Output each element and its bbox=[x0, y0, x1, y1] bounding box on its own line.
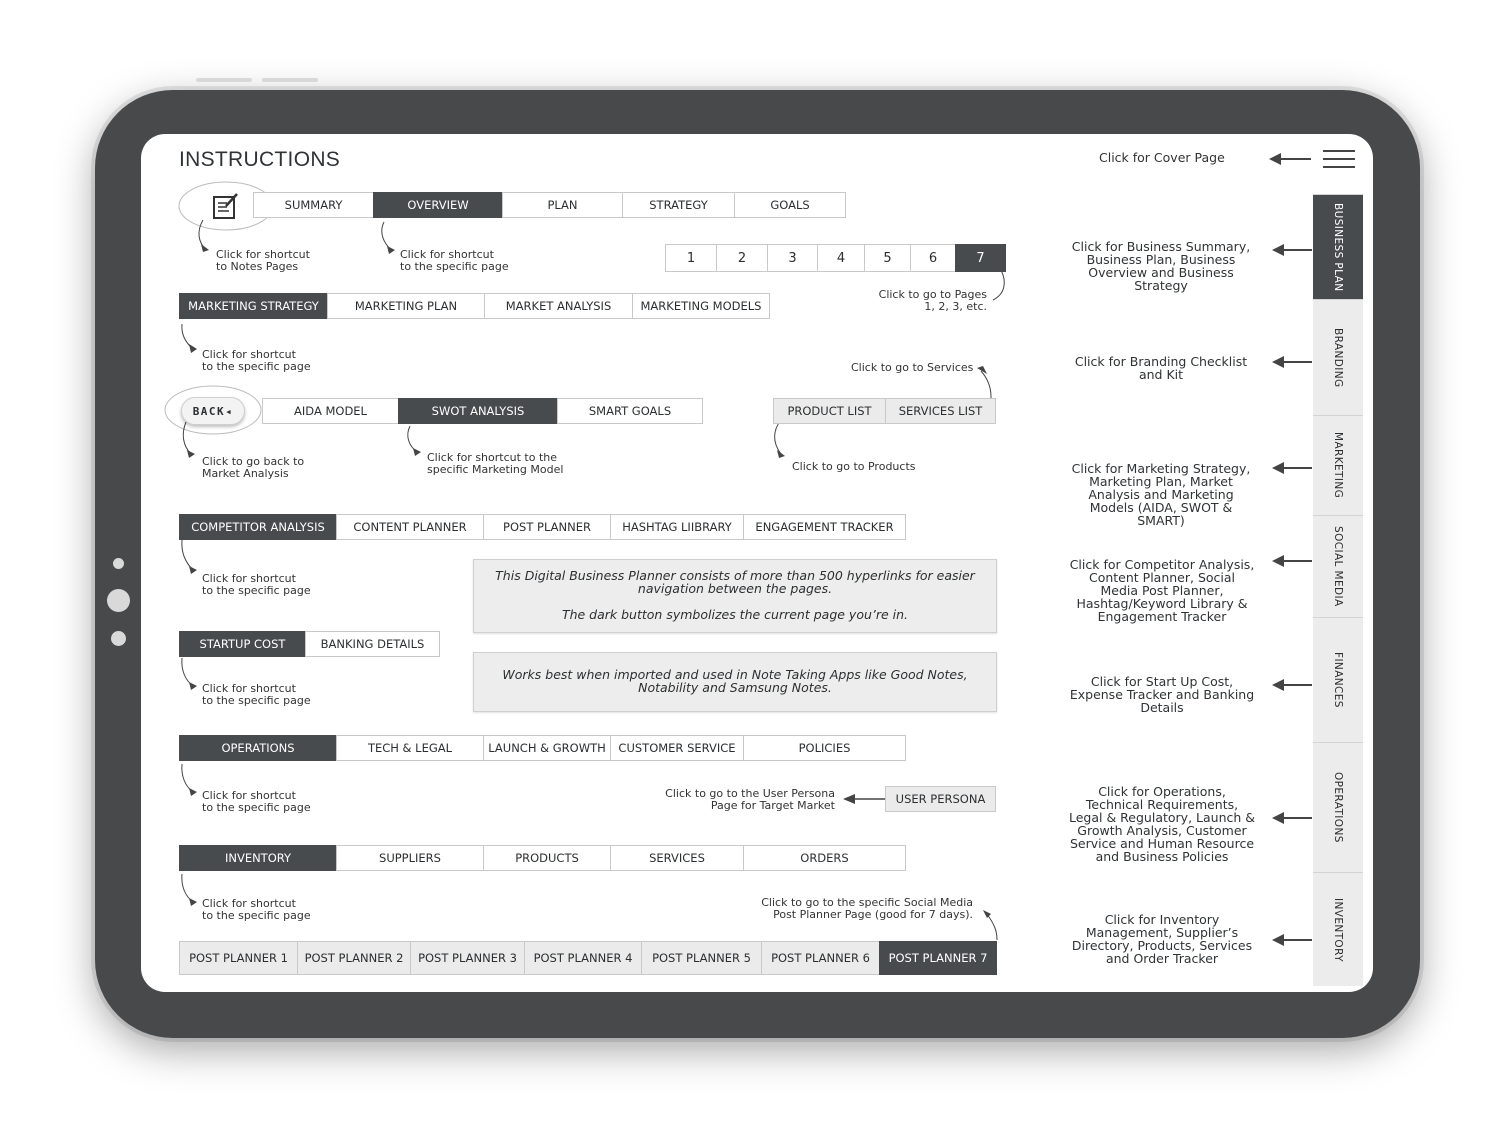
tablet-home-dot bbox=[107, 589, 130, 612]
tab-content-planner[interactable]: CONTENT PLANNER bbox=[336, 514, 484, 540]
business-plan-note: Click for Business Summary, Business Plan, Business Overview and Business Strategy bbox=[1071, 239, 1251, 293]
notes-pages-note: Click for shortcut to Notes Pages bbox=[216, 248, 310, 273]
page-number-7[interactable]: 7 bbox=[955, 244, 1006, 272]
marketing-arrow-icon bbox=[1274, 467, 1312, 469]
products-note: Click to go to Products bbox=[792, 460, 916, 473]
tab-operations[interactable]: OPERATIONS bbox=[179, 735, 337, 761]
business-plan-tabs bbox=[253, 192, 846, 218]
marketing-shortcut-note: Click for shortcut to the specific page bbox=[202, 348, 311, 373]
tab-orders[interactable]: ORDERS bbox=[743, 845, 906, 871]
marketing-model-tabs bbox=[262, 398, 703, 424]
section-sidebar bbox=[1313, 194, 1363, 986]
social-media-arrow-icon bbox=[1274, 560, 1312, 562]
operations-arrow-icon bbox=[1274, 817, 1312, 819]
tab-market-analysis[interactable]: MARKET ANALYSIS bbox=[484, 293, 633, 319]
sidebar-tab-marketing[interactable]: MARKETING bbox=[1313, 415, 1363, 515]
user-persona-row bbox=[885, 786, 996, 812]
back-button[interactable]: BACK◂ bbox=[181, 397, 245, 425]
tab-post-planner-5[interactable]: POST PLANNER 5 bbox=[641, 941, 762, 975]
tab-goals[interactable]: GOALS bbox=[734, 192, 846, 218]
tab-tech-legal[interactable]: TECH & LEGAL bbox=[336, 735, 484, 761]
tab-overview[interactable]: OVERVIEW bbox=[373, 192, 503, 218]
page-number-6[interactable]: 6 bbox=[910, 244, 956, 272]
tab-post-planner-4[interactable]: POST PLANNER 4 bbox=[524, 941, 642, 975]
operations-note: Click for Operations, Technical Requirements, Legal & Regulatory, Launch & Growth Analysis, Customer Service and Human Resource and Business Policies bbox=[1068, 784, 1256, 864]
tab-swot-analysis[interactable]: SWOT ANALYSIS bbox=[398, 398, 558, 424]
sidebar-tab-finances[interactable]: FINANCES bbox=[1313, 617, 1363, 742]
tab-services-list[interactable]: SERVICES LIST bbox=[885, 398, 996, 424]
sidebar-tab-branding[interactable]: BRANDING bbox=[1313, 299, 1363, 415]
tab-customer-service[interactable]: CUSTOMER SERVICE bbox=[610, 735, 744, 761]
tab-marketing-strategy[interactable]: MARKETING STRATEGY bbox=[179, 293, 328, 319]
tablet-power-button bbox=[262, 78, 318, 82]
sidebar-tab-inventory[interactable]: INVENTORY bbox=[1313, 872, 1363, 986]
tab-post-planner[interactable]: POST PLANNER bbox=[483, 514, 611, 540]
cover-page-note: Click for Cover Page bbox=[1099, 150, 1225, 165]
tab-strategy[interactable]: STRATEGY bbox=[622, 192, 735, 218]
tab-hashtag-library[interactable]: HASHTAG LIIBRARY bbox=[610, 514, 744, 540]
tab-product-list[interactable]: PRODUCT LIST bbox=[773, 398, 886, 424]
page-number-1[interactable]: 1 bbox=[665, 244, 717, 272]
tab-smart-goals[interactable]: SMART GOALS bbox=[557, 398, 703, 424]
tab-startup-cost[interactable]: STARTUP COST bbox=[179, 631, 306, 657]
user-persona-button[interactable]: USER PERSONA bbox=[885, 786, 996, 812]
tab-launch-growth[interactable]: LAUNCH & GROWTH bbox=[483, 735, 611, 761]
tab-products[interactable]: PRODUCTS bbox=[483, 845, 611, 871]
sidebar-tab-operations[interactable]: OPERATIONS bbox=[1313, 742, 1363, 872]
page-number-tabs bbox=[665, 244, 1006, 272]
tablet-camera-dot bbox=[113, 558, 124, 569]
finance-tabs bbox=[179, 631, 440, 657]
tab-banking-details[interactable]: BANKING DETAILS bbox=[305, 631, 440, 657]
back-note: Click to go back to Market Analysis bbox=[202, 455, 305, 480]
instructions-screen bbox=[141, 134, 1373, 992]
product-service-tabs bbox=[773, 398, 996, 424]
persona-note: Click to go to the User Persona Page for Target Market bbox=[665, 787, 835, 812]
tab-post-planner-3[interactable]: POST PLANNER 3 bbox=[410, 941, 525, 975]
tab-post-planner-2[interactable]: POST PLANNER 2 bbox=[297, 941, 411, 975]
model-note: Click for shortcut to the specific Marketing Model bbox=[427, 451, 564, 476]
tab-post-planner-6[interactable]: POST PLANNER 6 bbox=[761, 941, 880, 975]
operations-shortcut-note: Click for shortcut to the specific page bbox=[202, 789, 311, 814]
tab-aida-model[interactable]: AIDA MODEL bbox=[262, 398, 399, 424]
inventory-tabs bbox=[179, 845, 906, 871]
tab-inventory[interactable]: INVENTORY bbox=[179, 845, 337, 871]
tablet-sensor-dot bbox=[111, 631, 126, 646]
cover-arrow-icon bbox=[1271, 158, 1311, 160]
tab-plan[interactable]: PLAN bbox=[502, 192, 623, 218]
social-media-tabs bbox=[179, 514, 906, 540]
inventory-arrow-icon bbox=[1274, 939, 1312, 941]
specific-page-note: Click for shortcut to the specific page bbox=[400, 248, 509, 273]
sidebar-tab-social-media[interactable]: SOCIAL MEDIA bbox=[1313, 515, 1363, 617]
finances-note: Click for Start Up Cost, Expense Tracker and Banking Details bbox=[1069, 674, 1255, 715]
post-planner-tabs bbox=[179, 941, 997, 975]
tab-competitor-analysis[interactable]: COMPETITOR ANALYSIS bbox=[179, 514, 337, 540]
tab-summary[interactable]: SUMMARY bbox=[253, 192, 374, 218]
social-media-note: Click for Competitor Analysis, Content Planner, Social Media Post Planner, Hashtag/Keyword Library & Engagement Tracker bbox=[1069, 557, 1255, 624]
info-box-apps: Works best when imported and used in Note Taking Apps like Good Notes, Notability and Samsung Notes. bbox=[473, 652, 997, 712]
inventory-shortcut-note: Click for shortcut to the specific page bbox=[202, 897, 311, 922]
marketing-note: Click for Marketing Strategy, Marketing Plan, Market Analysis and Marketing Models (AIDA, SWOT & SMART) bbox=[1071, 461, 1251, 528]
page-numbers-note: Click to go to Pages 1, 2, 3, etc. bbox=[878, 288, 987, 313]
tab-engagement-tracker[interactable]: ENGAGEMENT TRACKER bbox=[743, 514, 906, 540]
tab-policies[interactable]: POLICIES bbox=[743, 735, 906, 761]
inventory-note: Click for Inventory Management, Supplier’s Directory, Products, Services and Order Tracker bbox=[1071, 912, 1253, 966]
tab-post-planner-7[interactable]: POST PLANNER 7 bbox=[879, 941, 997, 975]
page-number-2[interactable]: 2 bbox=[716, 244, 768, 272]
services-note: Click to go to Services bbox=[851, 361, 974, 374]
tab-marketing-models[interactable]: MARKETING MODELS bbox=[632, 293, 770, 319]
branding-note: Click for Branding Checklist and Kit bbox=[1074, 354, 1248, 382]
sidebar-tab-business-plan[interactable]: BUSINESS PLAN bbox=[1313, 194, 1363, 299]
marketing-tabs bbox=[179, 293, 770, 319]
business-plan-arrow-icon bbox=[1274, 249, 1312, 251]
operations-tabs bbox=[179, 735, 906, 761]
tab-marketing-plan[interactable]: MARKETING PLAN bbox=[327, 293, 485, 319]
tablet-volume-button bbox=[196, 78, 252, 82]
info-box-hyperlinks: This Digital Business Planner consists of more than 500 hyperlinks for easier navigation between the pages. The dark button symbolizes the current page you’re in. bbox=[473, 559, 997, 633]
tab-suppliers[interactable]: SUPPLIERS bbox=[336, 845, 484, 871]
notepad-pencil-icon[interactable] bbox=[211, 191, 241, 221]
social-shortcut-note: Click for shortcut to the specific page bbox=[202, 572, 311, 597]
page-number-4[interactable]: 4 bbox=[817, 244, 865, 272]
post-planner-note: Click to go to the specific Social Media Post Planner Page (good for 7 days). bbox=[761, 896, 973, 921]
branding-arrow-icon bbox=[1274, 361, 1312, 363]
finances-arrow-icon bbox=[1274, 684, 1312, 686]
page-number-5[interactable]: 5 bbox=[864, 244, 911, 272]
page-title: INSTRUCTIONS bbox=[179, 148, 341, 171]
hamburger-menu-icon[interactable] bbox=[1323, 149, 1355, 169]
finance-shortcut-note: Click for shortcut to the specific page bbox=[202, 682, 311, 707]
page-number-3[interactable]: 3 bbox=[767, 244, 818, 272]
tab-post-planner-1[interactable]: POST PLANNER 1 bbox=[179, 941, 298, 975]
tab-services[interactable]: SERVICES bbox=[610, 845, 744, 871]
